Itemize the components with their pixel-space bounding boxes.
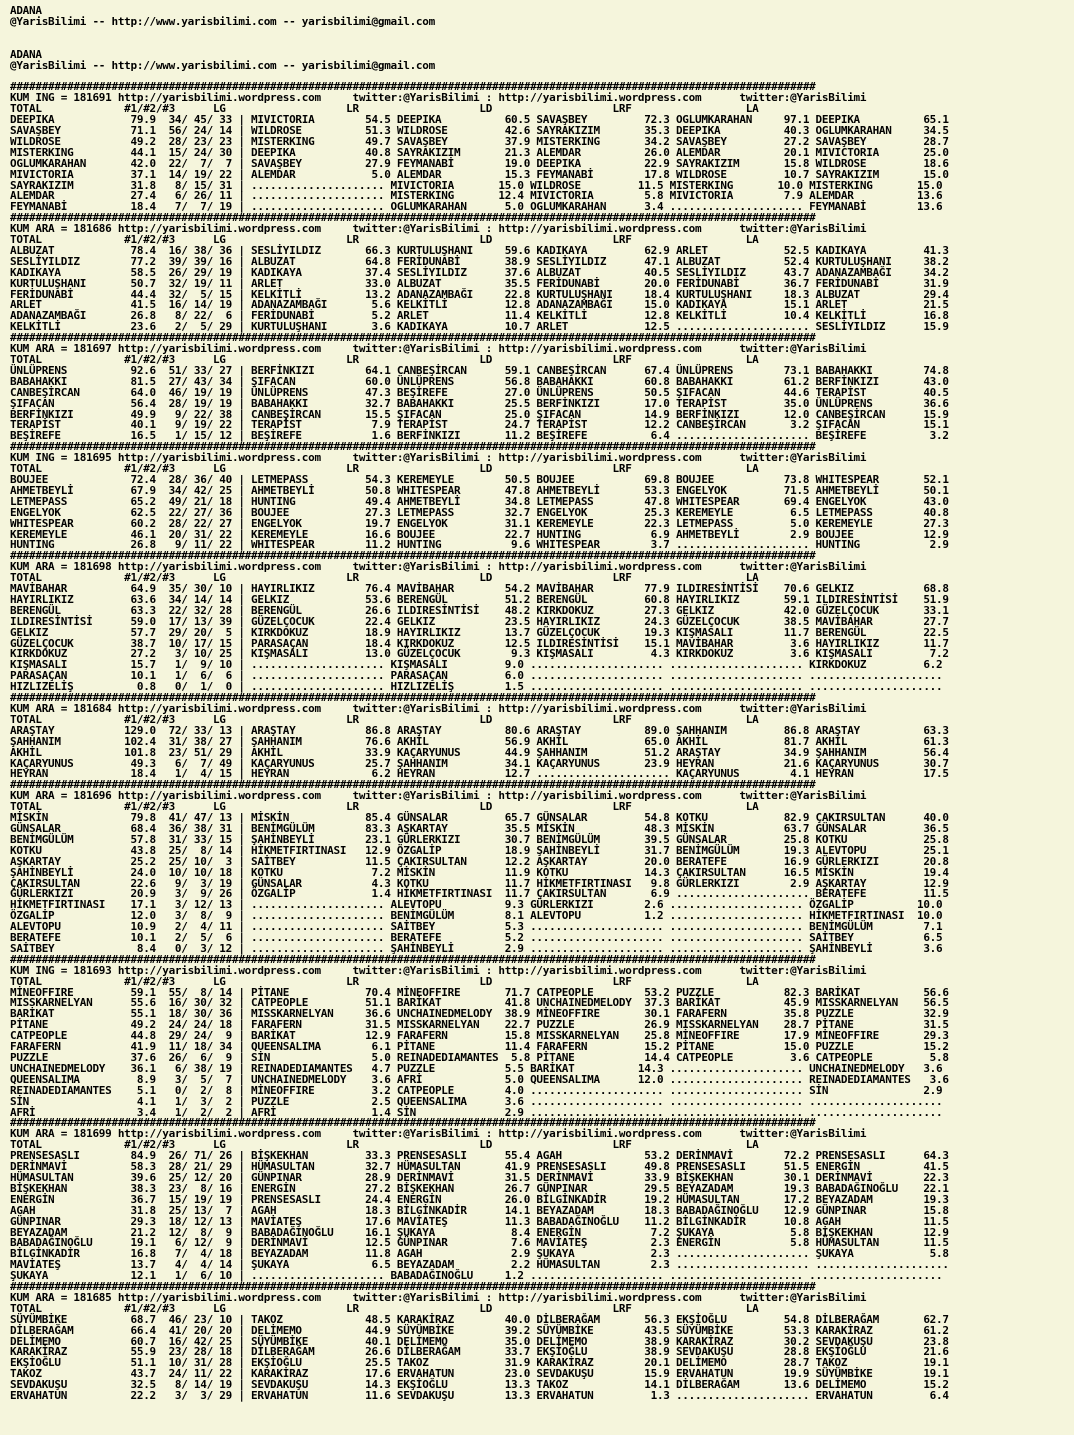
report-row: AHMETBEYLİ 67.9 34/ 42/ 25 | AHMETBEYLİ 50.8 WHITESPEAR 47.8 AHMETBEYLİ 53.3 ENGELYOK 71.5 AHMETBEYLİ 50.1 — [10, 483, 949, 497]
report-row: BARİKAT 55.1 18/ 30/ 36 | MISSKARNELYAN 36.6 UNCHAINEDMELODY 38.9 MİNEOFFIRE 30.1 FARAFERN 35.8 PUZZLE 32.9 — [10, 1007, 949, 1021]
report-row: AŞKARTAY 25.2 25/ 10/ 3 | SAİTBEY 11.5 ÇAKIRSULTAN 12.2 AŞKARTAY 20.0 BERATEFE 16.9 GÜRLERKIZI 20.8 — [10, 854, 949, 868]
section-separator: ############################################################################################################################### — [10, 80, 816, 94]
report-row: ŞAHİNBEYLİ 24.0 10/ 10/ 18 | KOTKU 7.2 MİSKİN 11.9 KOTKU 14.3 ÇAKIRSULTAN 16.5 MİSKİN 19.4 — [10, 865, 949, 879]
report-row: KARAKİRAZ 55.9 23/ 28/ 18 | DİLBERAĞAM 26.6 DİLBERAĞAM 33.7 EKŞİOĞLU 38.9 SEVDAKUŞU 28.8 EKŞİOĞLU 21.6 — [10, 1345, 949, 1359]
report-row: UNCHAINEDMELODY 36.1 6/ 38/ 19 | REINADEDIAMANTES 4.7 PUZZLE 5.5 BARİKAT 14.3 ..................... UNCHAINEDMELODY 3.6 — [10, 1061, 943, 1075]
header-contact-repeat: @YarisBilimi -- http://www.yarisbilimi.com -- yarisbilimi@gmail.com — [10, 58, 435, 72]
race-header: KUM ING = 181691 http://yarisbilimi.wordpress.com twitter:@YarisBilimi : http://yarisbilimi.wordpress.com twitter:@YarisBilimi — [10, 91, 867, 105]
section-separator: ############################################################################################################################### — [10, 549, 816, 563]
report-row: MİNEOFFIRE 59.1 55/ 8/ 14 | PİTANE 70.4 MİNEOFFIRE 71.7 CATPEOPLE 53.2 PUZZLE 82.3 BARİKAT 56.6 — [10, 985, 949, 999]
section-separator: ############################################################################################################################### — [10, 952, 816, 966]
race-header: KUM ARA = 181684 http://yarisbilimi.wordpress.com twitter:@YarisBilimi : http://yarisbilimi.wordpress.com twitter:@YarisBilimi — [10, 702, 867, 715]
report-row: AGAH 31.8 25/ 13/ 7 | AGAH 18.3 BİLGİNKADİR 14.1 BEYAZADAM 18.3 BABADAĞINOĞLU 12.9 GÜNPINAR 15.8 — [10, 1203, 949, 1217]
report-row: BİLGİNKADİR 16.8 7/ 4/ 18 | BEYAZADAM 11.8 AGAH 2.9 ŞUKAYA 2.3 ..................... ŞUKAYA 5.8 — [10, 1247, 949, 1261]
report-row: ENERGİN 36.7 15/ 19/ 19 | PRENSESASLI 24.4 ENERGİN 26.0 BİLGİNKADİR 19.2 HÜMASULTAN 17.2 BEYAZADAM 19.3 — [10, 1192, 949, 1206]
section-separator: ############################################################################################################################### — [10, 778, 816, 792]
report-row: ARLET 41.5 16/ 14/ 19 | ADANAZAMBAĞI 5.6 KELKİTLİ 12.8 ADANAZAMBAĞI 15.0 KADIKAYA 15.1 ARLET 21.5 — [10, 298, 949, 312]
column-header: TOTAL #1/#2/#3 LG LR LD LRF LA — [10, 1301, 759, 1315]
report-row: KIŞMASALI 15.7 1/ 9/ 10 | ..................... KIŞMASALI 9.0 ..................... ..................... KIRKDOKUZ 6.2 — [10, 658, 943, 672]
report-row: CATPEOPLE 44.8 29/ 24/ 9 | BARİKAT 12.9 FARAFERN 15.8 MISSKARNELYAN 25.8 MİNEOFFIRE 17.9 MİNEOFFIRE 29.3 — [10, 1029, 949, 1043]
report-row: MAVİATEŞ 13.7 4/ 4/ 14 | ŞUKAYA 6.5 BEYAZADAM 2.2 HÜMASULTAN 2.3 ..................... ..................... — [10, 1258, 949, 1272]
column-header: TOTAL #1/#2/#3 LG LR LD LRF LA — [10, 571, 759, 585]
report-row: HAYIRLIKIZ 63.6 34/ 14/ 14 | GELKIZ 53.6 BERENGÜL 51.2 BERENGÜL 60.8 HAYIRLIKIZ 59.1 ILDIRESİNTİSİ 51.9 — [10, 592, 949, 606]
race-header: KUM ING = 181693 http://yarisbilimi.wordpress.com twitter:@YarisBilimi : http://yarisbilimi.wordpress.com twitter:@YarisBilimi — [10, 963, 867, 977]
report-row: DEEPIKA 79.9 34/ 45/ 33 | MIVICTORIA 54.5 DEEPIKA 60.5 SAVAŞBEY 72.3 OGLUMKARAHAN 97.1 DEEPIKA 65.1 — [10, 113, 949, 127]
report-row: BEŞİREFE 16.5 1/ 15/ 12 | BEŞİREFE 1.6 BERFİNKIZI 11.2 BEŞİREFE 6.4 ..................... BEŞİREFE 3.2 — [10, 429, 949, 443]
report-row: BERATEFE 10.1 2/ 5/ 6 | ..................... BERATEFE 5.2 ..................... ..................... SAİTBEY 6.5 — [10, 931, 943, 945]
race-header: KUM ARA = 181697 http://yarisbilimi.wordpress.com twitter:@YarisBilimi : http://yarisbilimi.wordpress.com twitter:@YarisBilimi — [10, 342, 867, 356]
report-row: MISSKARNELYAN 55.6 16/ 30/ 32 | CATPEOPLE 51.1 BARİKAT 41.8 UNCHAINEDMELODY 37.3 BARİKAT 45.9 MISSKARNELYAN 56.5 — [10, 996, 949, 1010]
report-row: LETMEPASS 65.2 49/ 21/ 18 | HUNTING 49.4 AHMETBEYLİ 34.8 LETMEPASS 47.8 WHITESPEAR 69.4 ENGELYOK 43.0 — [10, 494, 949, 508]
race-header: KUM ING = 181695 http://yarisbilimi.wordpress.com twitter:@YarisBilimi : http://yarisbilimi.wordpress.com twitter:@YarisBilimi — [10, 451, 867, 465]
column-header: TOTAL #1/#2/#3 LG LR LD LRF LA — [10, 1138, 759, 1152]
report-row: KURTULUŞHANI 50.7 32/ 19/ 11 | ARLET 33.0 ALBUZAT 35.5 FERİDUNABİ 20.0 FERİDUNABİ 36.7 FERİDUNABİ 31.9 — [10, 276, 949, 290]
report-row: FERİDUNABİ 44.4 32/ 5/ 15 | KELKİTLİ 13.2 ADANAZAMBAĞI 22.8 KURTULUŞHANI 18.4 KURTULUŞHANI 18.3 ALBUZAT 29.4 — [10, 287, 949, 301]
report-row: HÜMASULTAN 39.6 25/ 12/ 20 | GÜNPINAR 28.9 DERİNMAVİ 31.5 DERİNMAVİ 33.9 BİŞKEKHAN 30.1 DERİNMAVİ 22.3 — [10, 1170, 949, 1184]
report-row: SEVDAKUŞU 32.5 8/ 14/ 19 | SEVDAKUŞU 14.3 EKŞİOĞLU 13.3 TAKOZ 14.1 DİLBERAĞAM 13.6 DELİMEMO 15.2 — [10, 1378, 949, 1392]
report-row: ERVAHATUN 22.2 3/ 3/ 29 | ERVAHATUN 11.6 SEVDAKUŞU 13.3 ERVAHATUN 1.3 ..................... ERVAHATUN 6.4 — [10, 1389, 949, 1403]
report-row: PARASAÇAN 10.1 1/ 6/ 6 | ..................... PARASAÇAN 6.0 ..................... ..................... ..................... — [10, 669, 943, 683]
report-row: DELİMEMO 60.7 16/ 42/ 25 | SÜYÜMBİKE 40.1 DELİMEMO 35.0 DELİMEMO 38.9 KARAKİRAZ 30.2 SEVDAKUŞU 23.8 — [10, 1334, 949, 1348]
report-row: HİKMETFIRTINASI 17.1 3/ 12/ 13 | ..................... ALEVTOPU 9.3 GÜRLERKIZI 2.6 ..................... ÖZGALİP 10.0 — [10, 898, 943, 912]
report-row: WHITESPEAR 60.2 28/ 22/ 27 | ENGELYOK 19.7 ENGELYOK 31.1 KEREMEYLE 22.3 LETMEPASS 5.0 KEREMEYLE 27.3 — [10, 516, 949, 530]
report-row: FEYMANABİ 18.4 7/ 7/ 19 | ..................... OGLUMKARAHAN 5.0 OGLUMKARAHAN 3.4 ..................... FEYMANABİ 13.6 — [10, 200, 943, 214]
report-row: SİN 4.1 1/ 3/ 2 | PUZZLE 2.5 QUEENSALIMA 3.6 ..................... ..................... ..................... — [10, 1094, 943, 1108]
report-row: TAKOZ 43.7 24/ 11/ 22 | KARAKİRAZ 17.6 ERVAHATUN 23.0 SEVDAKUŞU 15.9 ERVAHATUN 19.9 SÜYÜMBİKE 19.1 — [10, 1367, 949, 1381]
report-row: DERİNMAVİ 58.3 28/ 21/ 29 | HÜMASULTAN 32.7 HÜMASULTAN 41.9 PRENSESASLI 49.8 PRENSESASLI 51.5 ENERGİN 41.5 — [10, 1160, 949, 1174]
column-header: TOTAL #1/#2/#3 LG LR LD LRF LA — [10, 974, 759, 988]
report-row: GELKIZ 57.7 29/ 20/ 5 | KIRKDOKUZ 18.9 HAYIRLIKIZ 13.7 GÜZELÇOCUK 19.3 KIŞMASALI 11.7 BERENGÜL 22.5 — [10, 625, 949, 639]
report-row: SAVAŞBEY 71.1 56/ 24/ 14 | WILDROSE 51.3 WILDROSE 42.6 SAYRAKIZIM 35.3 DEEPIKA 40.3 OGLUMKARAHAN 34.5 — [10, 123, 949, 137]
report-row: KAÇARYUNUS 49.3 6/ 7/ 49 | KAÇARYUNUS 25.7 ŞAHHANIM 34.1 KAÇARYUNUS 23.9 HEYRAN 21.6 KAÇARYUNUS 30.7 — [10, 756, 949, 770]
report-row: TERAPİST 40.1 9/ 19/ 22 | TERAPİST 7.9 TERAPİST 24.7 TERAPİST 12.2 CANBEŞİRCAN 3.2 ŞIFACAN 15.1 — [10, 418, 949, 432]
race-header: KUM ARA = 181696 http://yarisbilimi.wordpress.com twitter:@YarisBilimi : http://yarisbilimi.wordpress.com twitter:@YarisBilimi — [10, 789, 867, 803]
report-row: GÜNPINAR 29.3 18/ 12/ 13 | MAVİATEŞ 17.6 MAVİATEŞ 11.3 BABADAĞINOĞLU 11.2 BİLGİNKADİR 10.8 AGAH 11.5 — [10, 1214, 949, 1228]
race-header: KUM ARA = 181699 http://yarisbilimi.wordpress.com twitter:@YarisBilimi : http://yarisbilimi.wordpress.com twitter:@YarisBilimi — [10, 1127, 867, 1141]
report-row: MIVICTORIA 37.1 14/ 19/ 22 | ALEMDAR 5.0 ALEMDAR 15.3 FEYMANABİ 17.8 WILDROSE 10.7 SAYRAKIZIM 15.0 — [10, 167, 949, 181]
report-row: ILDIRESİNTİSİ 59.0 17/ 13/ 39 | GÜZELÇOCUK 22.4 GELKIZ 23.5 HAYIRLIKIZ 24.3 GÜZELÇOCUK 38.5 MAVİBAHAR 27.7 — [10, 614, 949, 628]
report-row: SÜYÜMBİKE 68.7 46/ 23/ 10 | TAKOZ 48.5 KARAKİRAZ 40.0 DİLBERAĞAM 56.3 EKŞİOĞLU 54.8 DİLBERAĞAM 62.7 — [10, 1312, 949, 1326]
report-row: ÜNLÜPRENS 92.6 51/ 33/ 27 | BERFİNKIZI 64.1 CANBEŞİRCAN 59.1 CANBEŞİRCAN 67.4 ÜNLÜPRENS 73.1 BABAHAKKI 74.8 — [10, 363, 949, 377]
report-row: PİTANE 49.2 24/ 24/ 18 | FARAFERN 31.5 MISSKARNELYAN 22.7 PUZZLE 26.9 MISSKARNELYAN 28.7 PİTANE 31.5 — [10, 1018, 949, 1032]
report-row: OGLUMKARAHAN 42.0 22/ 7/ 7 | SAVAŞBEY 27.9 FEYMANABİ 19.0 DEEPIKA 22.9 SAYRAKIZIM 15.8 WILDROSE 18.6 — [10, 156, 949, 170]
report-row: MİSKİN 79.8 41/ 47/ 13 | MİSKİN 85.4 GÜNSALAR 65.7 GÜNSALAR 54.8 KOTKU 82.9 ÇAKIRSULTAN 40.0 — [10, 811, 949, 825]
report-row: BERENGÜL 63.3 22/ 32/ 28 | BERENGÜL 26.6 ILDIRESİNTİSİ 48.2 KIRKDOKUZ 27.3 GELKIZ 42.0 GÜZELÇOCUK 33.1 — [10, 603, 949, 617]
report-row: KADIKAYA 58.5 26/ 29/ 19 | KADIKAYA 37.4 SESLİYILDIZ 37.6 ALBUZAT 40.5 SESLİYILDIZ 43.7 ADANAZAMBAĞI 34.2 — [10, 265, 949, 279]
report-row: KEREMEYLE 46.1 20/ 31/ 22 | KEREMEYLE 16.6 BOUJEE 22.7 HUNTING 6.9 AHMETBEYLİ 2.9 BOUJEE 12.9 — [10, 527, 949, 541]
report-row: FARAFERN 41.9 11/ 18/ 34 | QUEENSALIMA 6.1 PİTANE 11.4 FARAFERN 15.2 PİTANE 15.0 PUZZLE 15.2 — [10, 1040, 949, 1054]
report-row: BABADAĞINOĞLU 19.1 6/ 12/ 9 | DERİNMAVİ 12.5 GÜNPINAR 7.6 MAVİATEŞ 2.3 ENERGİN 5.8 HÜMASULTAN 11.5 — [10, 1236, 949, 1250]
header-city: ADANA — [10, 4, 42, 17]
report-row: GÜRLERKIZI 20.9 3/ 9/ 26 | ÖZGALİP 1.4 HİKMETFIRTINASI 11.7 ÇAKIRSULTAN 6.9 ..................... BERATEFE 11.5 — [10, 887, 949, 901]
report-row: ALEMDAR 27.4 6/ 26/ 11 | ..................... MISTERKING 12.4 MIVICTORIA 5.8 MIVICTORIA 7.9 ALEMDAR 13.6 — [10, 189, 943, 203]
report-row: KOTKU 43.8 25/ 8/ 14 | HİKMETFIRTINASI 12.9 ÖZGALİP 18.9 ŞAHİNBEYLİ 31.7 BENİMGÜLÜM 19.3 ALEVTOPU 25.1 — [10, 843, 949, 857]
report-row: BOUJEE 72.4 28/ 36/ 40 | LETMEPASS 54.3 KEREMEYLE 50.5 BOUJEE 69.8 BOUJEE 73.8 WHITESPEAR 52.1 — [10, 472, 949, 486]
report-row: ADANAZAMBAĞI 26.8 8/ 22/ 6 | FERİDUNABİ 5.2 ARLET 11.4 KELKİTLİ 12.8 KELKİTLİ 10.4 KELKİTLİ 16.8 — [10, 309, 949, 323]
report-row: REINADEDIAMANTES 5.1 0/ 2/ 8 | MİNEOFFIRE 3.2 CATPEOPLE 4.0 ..................... ..................... SİN 2.9 — [10, 1083, 943, 1097]
report-row: ŞAHHANIM 102.4 31/ 38/ 27 | ŞAHHANIM 76.6 AKHİL 56.9 AKHİL 65.0 AKHİL 81.7 AKHİL 61.3 — [10, 734, 949, 748]
section-separator: ############################################################################################################################### — [10, 211, 816, 225]
section-separator: ############################################################################################################################### — [10, 691, 816, 705]
report-row: HIZLIZELİŞ 0.8 0/ 1/ 0 | ..................... HIZLIZELİŞ 1.5 ..................... ..................... ..................... — [10, 680, 943, 694]
report-row: DİLBERAĞAM 66.4 41/ 20/ 20 | DELİMEMO 44.9 SÜYÜMBİKE 39.2 SÜYÜMBİKE 43.5 SÜYÜMBİKE 53.3 KARAKİRAZ 61.2 — [10, 1323, 949, 1337]
report-row: PUZZLE 37.6 26/ 6/ 9 | SİN 5.0 REINADEDIAMANTES 5.8 PİTANE 14.4 CATPEOPLE 3.6 CATPEOPLE 5.8 — [10, 1051, 949, 1064]
report-row: WILDROSE 49.2 28/ 23/ 23 | MISTERKING 49.7 SAVAŞBEY 37.9 MISTERKING 34.2 SAVAŞBEY 27.2 SAVAŞBEY 28.7 — [10, 134, 949, 148]
report-row: ENGELYOK 62.5 22/ 27/ 36 | BOUJEE 27.3 LETMEPASS 32.7 ENGELYOK 25.3 KEREMEYLE 6.5 LETMEPASS 40.8 — [10, 505, 949, 519]
report-row: ALBUZAT 78.4 16/ 38/ 36 | SESLİYILDIZ 66.3 KURTULUŞHANI 59.6 KADIKAYA 62.9 ARLET 52.5 KADIKAYA 41.3 — [10, 243, 949, 257]
report-row: HUNTING 26.8 9/ 11/ 22 | WHITESPEAR 11.2 HUNTING 9.6 WHITESPEAR 3.7 ..................... HUNTING 2.9 — [10, 538, 949, 552]
column-header: TOTAL #1/#2/#3 LG LR LD LRF LA — [10, 712, 759, 726]
report-row: BİŞKEKHAN 38.3 23/ 8/ 16 | ENERGİN 27.2 BİŞKEKHAN 26.7 GÜNPINAR 29.5 BEYAZADAM 19.3 BABADAĞINOĞLU 22.1 — [10, 1181, 949, 1195]
report-row: SESLİYILDIZ 77.2 39/ 39/ 16 | ALBUZAT 64.8 FERİDUNABİ 38.9 SESLİYILDIZ 47.1 ALBUZAT 52.4 KURTULUŞHANI 38.2 — [10, 254, 949, 268]
report-row: BABAHAKKI 81.5 27/ 43/ 34 | ŞIFACAN 60.0 ÜNLÜPRENS 56.8 BABAHAKKI 60.8 BABAHAKKI 61.2 BERFİNKIZI 43.0 — [10, 374, 949, 388]
report-row: QUEENSALIMA 8.9 3/ 5/ 7 | UNCHAINEDMELODY 3.6 AFRİ 5.0 QUEENSALIMA 12.0 ..................... REINADEDIAMANTES 3.6 — [10, 1072, 949, 1086]
section-separator: ############################################################################################################################### — [10, 1116, 816, 1130]
header-city-repeat: ADANA — [10, 47, 42, 61]
report-row: SAYRAKIZIM 31.8 8/ 15/ 31 | ..................... MIVICTORIA 15.0 WILDROSE 11.5 MISTERKING 10.0 MISTERKING 15.0 — [10, 178, 943, 192]
report-row: PRENSESASLI 84.9 26/ 71/ 26 | BİŞKEKHAN 33.3 PRENSESASLI 55.4 AGAH 53.2 DERİNMAVİ 72.2 PRENSESASLI 64.3 — [10, 1149, 949, 1163]
report-row: BERFİNKIZI 49.9 9/ 22/ 38 | CANBEŞİRCAN 15.5 ŞIFACAN 25.0 ŞIFACAN 14.9 BERFİNKIZI 12.0 CANBEŞİRCAN 15.9 — [10, 407, 949, 421]
report-row: ÇAKIRSULTAN 22.6 9/ 3/ 19 | GÜNSALAR 4.3 KOTKU 11.7 HİKMETFIRTINASI 9.8 GÜRLERKIZI 2.9 AŞKARTAY 12.9 — [10, 876, 949, 890]
column-header: TOTAL #1/#2/#3 LG LR LD LRF LA — [10, 233, 759, 247]
section-separator: ############################################################################################################################### — [10, 331, 816, 345]
report-row: MISTERKING 44.1 15/ 24/ 30 | DEEPIKA 40.8 SAYRAKIZIM 21.3 ALEMDAR 26.0 ALEMDAR 20.1 MIVICTORIA 25.0 — [10, 145, 949, 159]
report-row: KELKİTLİ 23.6 2/ 5/ 29 | KURTULUŞHANI 3.6 KADIKAYA 10.7 ARLET 12.5 ..................... SESLİYILDIZ 15.9 — [10, 320, 949, 334]
header-contact: @YarisBilimi -- http://www.yarisbilimi.com -- yarisbilimi@gmail.com — [10, 14, 435, 28]
report-row: KIRKDOKUZ 27.2 3/ 10/ 25 | KIŞMASALI 13.0 GÜZELÇOCUK 9.3 KIŞMASALI 4.3 KIRKDOKUZ 3.6 KIŞMASALI 7.2 — [10, 647, 949, 661]
report-row: EKŞİOĞLU 51.1 10/ 31/ 28 | EKŞİOĞLU 25.5 TAKOZ 31.9 KARAKİRAZ 20.1 DELİMEMO 28.7 TAKOZ 19.1 — [10, 1356, 949, 1370]
report-row: ŞUKAYA 12.1 1/ 6/ 10 | ..................... BABADAĞINOĞLU 1.2 ..................... ..................... ..................... — [10, 1269, 943, 1283]
race-header: KUM ARA = 181698 http://yarisbilimi.wordpress.com twitter:@YarisBilimi : http://yarisbilimi.wordpress.com twitter:@YarisBilimi — [10, 560, 867, 574]
report-row: ÖZGALİP 12.0 3/ 8/ 9 | ..................... BENİMGÜLÜM 8.1 ALEVTOPU 1.2 ..................... HİKMETFIRTINASI 10.0 — [10, 909, 943, 923]
report-body — [10, 82, 1074, 1402]
report-row: ŞIFACAN 56.4 28/ 19/ 19 | BABAHAKKI 32.7 BABAHAKKI 25.5 BERFİNKIZI 17.0 TERAPİST 35.0 ÜNLÜPRENS 36.6 — [10, 396, 949, 410]
column-header: TOTAL #1/#2/#3 LG LR LD LRF LA — [10, 800, 759, 814]
report-row: BENİMGÜLÜM 57.8 31/ 33/ 15 | ŞAHİNBEYLİ 23.1 GÜRLERKIZI 30.7 BENİMGÜLÜM 39.5 GÜNSALAR 25.8 KOTKU 25.8 — [10, 832, 949, 846]
report-row: MAVİBAHAR 64.9 35/ 30/ 10 | HAYIRLIKIZ 76.4 MAVİBAHAR 54.2 MAVİBAHAR 77.9 ILDIRESİNTİSİ 70.6 GELKIZ 68.8 — [10, 582, 949, 596]
section-separator: ############################################################################################################################### — [10, 440, 816, 454]
report-row: HEYRAN 18.4 1/ 4/ 15 | HEYRAN 6.2 HEYRAN 12.7 ..................... KAÇARYUNUS 4.1 HEYRAN 17.5 — [10, 767, 949, 781]
column-header: TOTAL #1/#2/#3 LG LR LD LRF LA — [10, 353, 759, 366]
report-row: BEYAZADAM 21.2 12/ 8/ 9 | BABADAĞINOĞLU 16.1 ŞUKAYA 8.4 ENERGİN 7.2 ŞUKAYA 5.8 BİŞKEKHAN 12.9 — [10, 1225, 949, 1239]
section-separator: ############################################################################################################################### — [10, 1280, 816, 1294]
race-header: KUM ARA = 181686 http://yarisbilimi.wordpress.com twitter:@YarisBilimi : http://yarisbilimi.wordpress.com twitter:@YarisBilimi — [10, 222, 867, 236]
report-row: CANBEŞİRCAN 64.0 46/ 19/ 19 | ÜNLÜPRENS 47.3 BEŞİREFE 27.0 ÜNLÜPRENS 50.5 ŞIFACAN 44.6 TERAPİST 40.5 — [10, 385, 949, 399]
report-row: AFRİ 3.4 1/ 2/ 2 | AFRİ 1.4 SİN 2.9 ..................... ..................... ..................... — [10, 1105, 943, 1119]
race-header: KUM ARA = 181685 http://yarisbilimi.wordpress.com twitter:@YarisBilimi : http://yarisbilimi.wordpress.com twitter:@YarisBilimi — [10, 1290, 867, 1304]
report-row: AKHİL 101.8 23/ 51/ 29 | AKHİL 33.9 KAÇARYUNUS 44.9 ŞAHHANIM 51.2 ARAŞTAY 34.9 ŞAHHANIM 56.4 — [10, 745, 949, 759]
column-header: TOTAL #1/#2/#3 LG LR LD LRF LA — [10, 462, 759, 476]
report-row: ARAŞTAY 129.0 72/ 33/ 13 | ARAŞTAY 86.8 ARAŞTAY 80.6 ARAŞTAY 89.0 ŞAHHANIM 86.8 ARAŞTAY 63.3 — [10, 723, 949, 737]
report-row: GÜNSALAR 68.4 36/ 38/ 31 | BENİMGÜLÜM 83.3 AŞKARTAY 35.5 MİSKİN 48.3 MİSKİN 63.7 GÜNSALAR 36.5 — [10, 821, 949, 835]
report-row: ALEVTOPU 10.9 2/ 4/ 11 | ..................... SAİTBEY 5.3 ..................... ..................... BENİMGÜLÜM 7.1 — [10, 920, 943, 934]
column-header: TOTAL #1/#2/#3 LG LR LD LRF LA — [10, 102, 759, 116]
report-row: SAİTBEY 8.4 0/ 3/ 12 | ..................... ŞAHİNBEYLİ 2.9 ..................... ..................... ŞAHİNBEYLİ 3.6 — [10, 941, 943, 955]
report-row: GÜZELÇOCUK 38.7 10/ 17/ 15 | PARASAÇAN 18.4 KIRKDOKUZ 12.5 ILDIRESİNTİSİ 15.1 MAVİBAHAR 3.6 HAYIRLIKIZ 11.7 — [10, 636, 949, 650]
